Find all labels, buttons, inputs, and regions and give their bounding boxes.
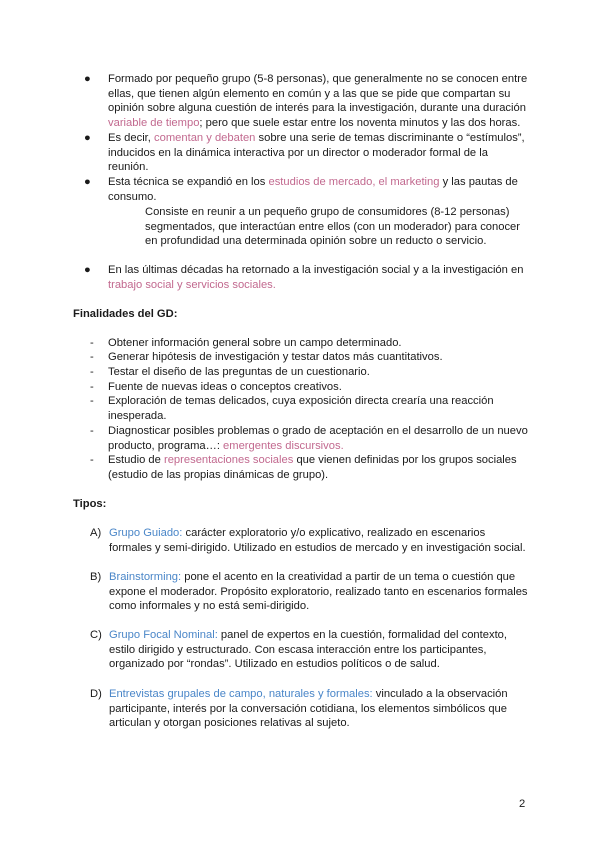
text-segment: panel de expertos en la cuestión, formalidad del contexto, estilo dirigido y estructurado. Con escasa interacción entre los participantes, organizado por “rondas”. Utilizado en estudios políticos o de salud.	[109, 629, 508, 671]
dash-marker: -	[90, 425, 94, 437]
text-segment: Obtener información general sobre un campo determinado.	[108, 337, 402, 349]
text-segment: Generar hipótesis de investigación y testar datos más cuantitativos.	[108, 351, 443, 363]
text-segment: vinculado a la observación participante, interés por la conversación cotidiana, los elementos simbólicos que articulan y otorgan posiciones relativas al sujeto.	[109, 688, 508, 730]
text-segment: Estudio de	[108, 454, 164, 466]
highlighted-term: variable de tiempo	[108, 116, 200, 129]
dash-marker: -	[90, 366, 94, 378]
tipo-marker: B)	[90, 571, 102, 583]
text-segment: que vienen definidas por los grupos sociales (estudio de las propias dinámicas de grupo).	[108, 454, 517, 481]
text-segment: Fuente de nuevas ideas o conceptos creativos.	[108, 381, 342, 393]
bullet-dot-icon: ●	[84, 132, 91, 144]
highlighted-term: trabajo social y servicios sociales.	[108, 278, 276, 291]
tipo-item	[90, 526, 530, 555]
finalidad-item	[90, 424, 530, 453]
highlighted-term: emergentes discursivos.	[223, 439, 344, 452]
text-segment: Formado por pequeño grupo (5-8 personas), que generalmente no se conocen entre ellas, que tienen algún elemento en común y a las que se pide que compartan su opinión sobre alguna cuestión de interés para la investigación, durante una duración	[108, 73, 528, 115]
bullet-item	[84, 175, 529, 204]
tipo-marker: D)	[90, 688, 102, 700]
tipo-item	[90, 570, 530, 614]
finalidad-item	[90, 394, 530, 423]
tipo-marker: A)	[90, 527, 102, 539]
bullet-item	[84, 263, 529, 292]
finalidad-item	[90, 336, 530, 351]
text-segment: Testar el diseño de las preguntas de un cuestionario.	[108, 366, 370, 378]
text-segment: ; pero que suele estar entre los noventa minutos y las dos horas.	[199, 116, 521, 129]
highlighted-term: Grupo Guiado:	[109, 527, 183, 539]
tipo-text	[109, 570, 530, 614]
page-number: 2	[519, 798, 526, 810]
finalidades-heading: Finalidades del GD:	[73, 308, 178, 320]
highlighted-term: estudios de mercado, el marketing	[268, 176, 440, 188]
text-segment: Diagnosticar posibles problemas o grado de aceptación en el desarrollo de un nuevo producto, programa…:	[108, 425, 528, 452]
tipo-item	[90, 628, 530, 672]
finalidad-text	[108, 424, 530, 453]
dash-marker: -	[90, 395, 94, 407]
text-segment: Es decir,	[108, 132, 155, 144]
bullet-dot-icon: ●	[84, 176, 91, 188]
finalidad-text	[108, 394, 530, 423]
finalidad-text	[108, 336, 530, 351]
text-segment: En las últimas décadas ha retornado a la investigación social y a la investigación en	[108, 264, 524, 276]
bullet-text	[108, 72, 529, 130]
highlighted-term: Brainstorming:	[109, 571, 182, 583]
bullet-item	[84, 131, 529, 175]
bullet-text	[108, 263, 529, 292]
tipo-item	[90, 687, 530, 731]
finalidad-item	[90, 380, 530, 395]
highlighted-term: representaciones sociales	[163, 454, 294, 466]
indented-paragraph: Consiste en reunir a un pequeño grupo de consumidores (8-12 personas) segmentados, que interactúan entre ellos (con un moderador) para conocer en profundidad una determinada opinión sobre un reducto o servicio.	[145, 206, 521, 248]
finalidad-text	[108, 365, 530, 380]
text-segment: Esta técnica se expandió en los	[108, 176, 269, 188]
dash-marker: -	[90, 454, 94, 466]
dash-marker: -	[90, 381, 94, 393]
tipo-marker: C)	[90, 629, 102, 641]
tipo-text	[109, 628, 530, 672]
finalidad-item	[90, 350, 530, 365]
text-segment: Exploración de temas delicados, cuya exposición directa crearía una reacción inesperada.	[108, 395, 494, 422]
finalidad-item	[90, 365, 530, 380]
bullet-dot-icon: ●	[84, 264, 91, 276]
text-segment: carácter exploratorio y/o explicativo, realizado en escenarios formales y semi-dirigido. Utilizado en estudios de mercado y en investigación social.	[109, 527, 526, 554]
bullet-item	[84, 72, 529, 130]
highlighted-term: Grupo Focal Nominal:	[109, 629, 218, 641]
dash-marker: -	[90, 351, 94, 363]
finalidad-item	[90, 453, 530, 482]
bullet-text	[108, 131, 529, 175]
text-segment: pone el acento en la creatividad a partir de un tema o cuestión que expone el moderador. Propósito exploratorio, realizado tanto en escenarios formales como informales y no está semi-dirigido.	[109, 571, 528, 613]
finalidad-text	[108, 380, 530, 395]
highlighted-term: comentan y debaten	[154, 132, 256, 144]
dash-marker: -	[90, 337, 94, 349]
finalidad-text	[108, 350, 530, 365]
tipo-text	[109, 526, 530, 555]
highlighted-term: Entrevistas grupales de campo, naturales y formales:	[109, 688, 373, 700]
finalidad-text	[108, 453, 530, 482]
text-segment: y las pautas de consumo.	[108, 176, 518, 203]
bullet-text	[108, 175, 529, 204]
bullet-dot-icon: ●	[84, 73, 91, 85]
text-segment: sobre una serie de temas discriminante o “estímulos”, inducidos en la dinámica interactiva por un director o moderador formal de la reunión.	[108, 132, 525, 174]
tipos-heading: Tipos:	[73, 498, 107, 510]
tipo-text	[109, 687, 530, 731]
